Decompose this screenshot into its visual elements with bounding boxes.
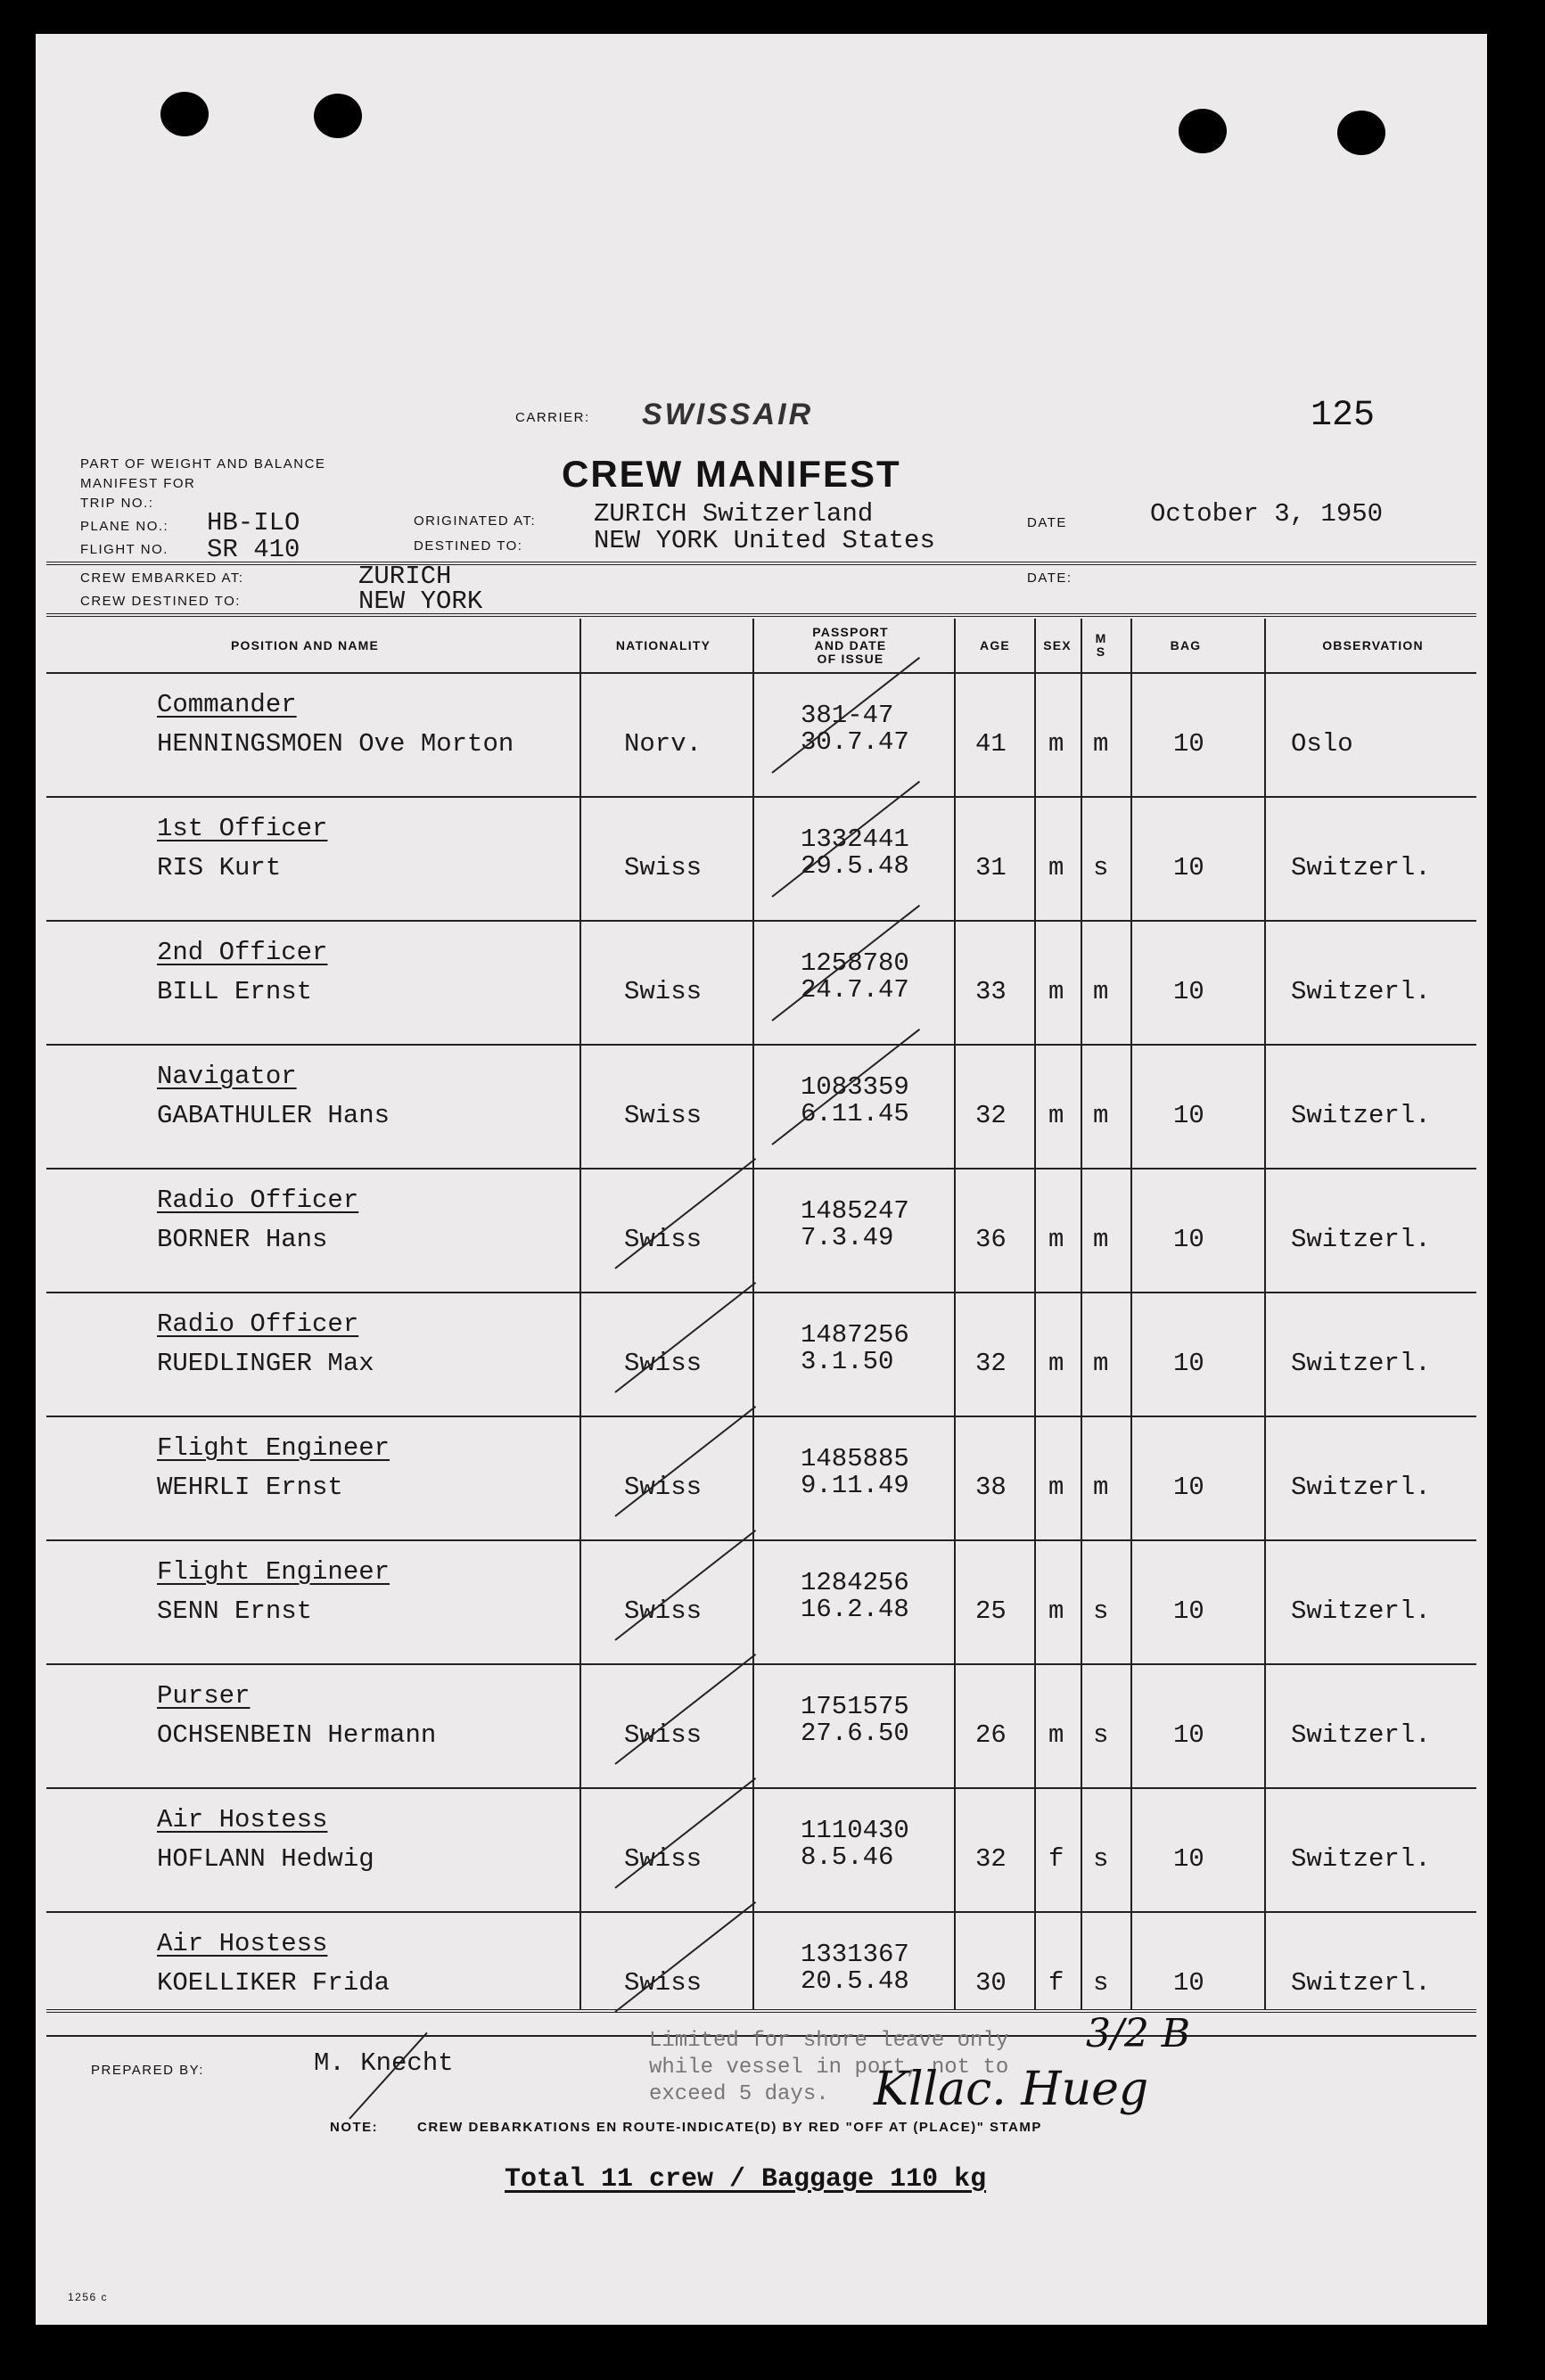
crew-bag: 10 [1173, 1596, 1204, 1626]
crew-passport-issue: 24.7.47 [801, 975, 909, 1005]
shore-leave-stamp-line3: exceed 5 days. [649, 2082, 829, 2106]
col-passport [754, 619, 947, 672]
crew-position: Flight Engineer [157, 1433, 390, 1463]
crew-age: 26 [975, 1720, 1007, 1750]
crew-age: 25 [975, 1596, 1007, 1626]
crew-name: RIS Kurt [157, 853, 282, 882]
crew-name: HOFLANN Hedwig [157, 1844, 374, 1874]
crew-position: Navigator [157, 1062, 297, 1091]
punch-hole-right-2 [1337, 111, 1385, 155]
table-row [36, 1913, 1487, 2037]
originated-label: ORIGINATED AT: [414, 513, 537, 529]
crew-destined-label: CREW DESTINED TO: [80, 594, 241, 609]
crew-sex: m [1048, 1473, 1064, 1502]
crew-age: 32 [975, 1349, 1007, 1378]
crew-observation: Switzerl. [1291, 977, 1431, 1006]
crew-observation: Switzerl. [1291, 1101, 1431, 1130]
crew-name: HENNINGSMOEN Ove Morton [157, 729, 514, 759]
col-age: AGE [980, 637, 1010, 652]
col-ms-line1: M [1095, 631, 1107, 645]
crew-passport-issue: 16.2.48 [801, 1595, 909, 1624]
crew-nationality: Swiss [624, 1225, 703, 1254]
crew-passport-issue: 29.5.48 [801, 851, 909, 881]
crew-position: Air Hostess [157, 1929, 328, 1958]
trip-no-label: TRIP NO.: [80, 496, 154, 511]
crew-passport: 1751575 [801, 1692, 909, 1721]
crew-nationality: Swiss [624, 977, 703, 1006]
crew-nationality: Norv. [624, 729, 703, 759]
crew-nationality: Swiss [624, 1101, 703, 1130]
col-ms [1081, 619, 1122, 672]
crew-observation: Switzerl. [1291, 1349, 1431, 1378]
crew-age: 31 [975, 853, 1007, 882]
crew-age: 33 [975, 977, 1007, 1006]
crew-sex: f [1048, 1968, 1064, 1998]
crew-bag: 10 [1173, 1968, 1204, 1998]
crew-age: 30 [975, 1968, 1007, 1998]
form-number: 1256 c [68, 2291, 109, 2303]
crew-sex: m [1048, 729, 1064, 759]
crew-bag: 10 [1173, 1473, 1204, 1502]
prepared-by-value: M. Knecht [314, 2048, 454, 2078]
crew-age: 36 [975, 1225, 1007, 1254]
date2-label: DATE: [1027, 570, 1072, 586]
crew-passport-issue: 7.3.49 [801, 1223, 894, 1252]
table-row [36, 1417, 1487, 1541]
header-rule [46, 562, 1476, 565]
crew-bag: 10 [1173, 1101, 1204, 1130]
crew-position: Radio Officer [157, 1186, 359, 1215]
originated-value: ZURICH Switzerland [594, 499, 874, 529]
crew-passport-issue: 9.11.49 [801, 1471, 909, 1500]
note-text: CREW DEBARKATIONS EN ROUTE-INDICATE(D) BY RED "OFF AT (PLACE)" STAMP [417, 2120, 1042, 2135]
crew-name: OCHSENBEIN Hermann [157, 1720, 437, 1750]
plane-no-label: PLANE NO.: [80, 519, 169, 534]
col-passport-line2: AND DATE [814, 637, 887, 652]
col-bag: BAG [1170, 637, 1202, 652]
crew-marital-status: s [1093, 1844, 1109, 1874]
crew-marital-status: m [1093, 1473, 1109, 1502]
flight-no: SR 410 [207, 535, 300, 564]
crew-marital-status: m [1093, 1349, 1109, 1378]
crew-observation: Oslo [1291, 729, 1353, 759]
crew-passport: 1331367 [801, 1940, 909, 1969]
crew-name: GABATHULER Hans [157, 1101, 390, 1130]
crew-age: 41 [975, 729, 1007, 759]
crew-embarked-label: CREW EMBARKED AT: [80, 570, 244, 586]
crew-observation: Switzerl. [1291, 1473, 1431, 1502]
crew-bag: 10 [1173, 853, 1204, 882]
punch-hole-left-1 [160, 92, 209, 136]
col-passport-line3: OF ISSUE [817, 651, 884, 666]
col-nationality: NATIONALITY [615, 637, 711, 652]
weight-balance-label: PART OF WEIGHT AND BALANCE [80, 456, 326, 472]
crew-passport-issue: 3.1.50 [801, 1347, 894, 1376]
crew-destined-value: NEW YORK [358, 587, 483, 616]
crew-age: 32 [975, 1101, 1007, 1130]
crew-nationality: Swiss [624, 1968, 703, 1998]
crew-sex: m [1048, 977, 1064, 1006]
crew-observation: Switzerl. [1291, 1225, 1431, 1254]
crew-nationality: Swiss [624, 1844, 703, 1874]
crew-sex: f [1048, 1844, 1064, 1874]
crew-age: 38 [975, 1473, 1007, 1502]
crew-nationality: Swiss [624, 1349, 703, 1378]
flight-no-label: FLIGHT NO. [80, 542, 168, 557]
crew-name: RUEDLINGER Max [157, 1349, 374, 1378]
table-top-rule [46, 613, 1476, 617]
punch-hole-right-1 [1179, 109, 1227, 153]
crew-marital-status: s [1093, 1968, 1109, 1998]
crew-name: WEHRLI Ernst [157, 1473, 343, 1502]
manifest-for-label: MANIFEST FOR [80, 476, 196, 491]
date-value: October 3, 1950 [1150, 499, 1384, 529]
crew-nationality: Swiss [624, 1473, 703, 1502]
crew-observation: Switzerl. [1291, 1968, 1431, 1998]
crew-marital-status: s [1093, 853, 1109, 882]
col-sex: SEX [1043, 637, 1072, 652]
crew-passport-issue: 27.6.50 [801, 1719, 909, 1748]
shore-leave-stamp-line2: while vessel in port, not to [649, 2056, 1009, 2080]
table-row [36, 798, 1487, 922]
crew-position: 2nd Officer [157, 938, 328, 967]
crew-passport: 1110430 [801, 1816, 909, 1845]
date-label: DATE [1027, 515, 1067, 530]
crew-bag: 10 [1173, 729, 1204, 759]
crew-sex: m [1048, 1596, 1064, 1626]
table-row [36, 1665, 1487, 1789]
destined-value: NEW YORK United States [594, 526, 935, 555]
crew-marital-status: m [1093, 1101, 1109, 1130]
crew-marital-status: m [1093, 729, 1109, 759]
col-position: POSITION AND NAME [230, 637, 380, 652]
total-summary: Total 11 crew / Baggage 110 kg [505, 2164, 987, 2195]
crew-observation: Switzerl. [1291, 1844, 1431, 1874]
col-passport-line1: PASSPORT [812, 624, 889, 639]
crew-sex: m [1048, 1225, 1064, 1254]
crew-passport: 1332441 [801, 825, 909, 854]
table-row [36, 1541, 1487, 1665]
crew-bag: 10 [1173, 1225, 1204, 1254]
crew-marital-status: m [1093, 1225, 1109, 1254]
note-label: NOTE: [330, 2120, 379, 2135]
crew-position: Air Hostess [157, 1805, 328, 1834]
handwritten-initials: 3/2 B [1086, 2011, 1191, 2056]
table-bottom-rule [46, 2009, 1476, 2013]
manifest-sheet [36, 34, 1487, 2325]
crew-position: Flight Engineer [157, 1557, 390, 1587]
crew-sex: m [1048, 1349, 1064, 1378]
crew-observation: Switzerl. [1291, 1720, 1431, 1750]
crew-passport: 1284256 [801, 1568, 909, 1597]
carrier-logo: SWISSAIR [642, 398, 814, 431]
punch-hole-left-2 [314, 94, 362, 138]
crew-position: Purser [157, 1681, 251, 1711]
crew-bag: 10 [1173, 1349, 1204, 1378]
col-ms-line2: S [1096, 644, 1106, 659]
crew-sex: m [1048, 1720, 1064, 1750]
crew-name: SENN Ernst [157, 1596, 313, 1626]
carrier-label: CARRIER: [515, 410, 590, 425]
crew-bag: 10 [1173, 977, 1204, 1006]
crew-passport: 1485885 [801, 1444, 909, 1473]
col-observation: OBSERVATION [1322, 637, 1424, 652]
crew-passport-issue: 8.5.46 [801, 1842, 894, 1872]
crew-position: Commander [157, 690, 297, 719]
table-row [36, 674, 1487, 798]
crew-nationality: Swiss [624, 1720, 703, 1750]
crew-marital-status: s [1093, 1596, 1109, 1626]
prepared-by-label: PREPARED BY: [91, 2063, 204, 2078]
crew-passport: 1083359 [801, 1072, 909, 1102]
table-header [36, 619, 1487, 672]
page-title: CREW MANIFEST [562, 453, 901, 495]
crew-bag: 10 [1173, 1844, 1204, 1874]
crew-table [36, 619, 1487, 2009]
table-row [36, 1789, 1487, 1913]
table-row [36, 1046, 1487, 1169]
crew-passport: 1485247 [801, 1196, 909, 1226]
plane-no: HB-ILO [207, 508, 300, 538]
crew-passport-issue: 20.5.48 [801, 1966, 909, 1996]
shore-leave-stamp-line1: Limited for shore leave only [649, 2029, 1009, 2053]
table-row [36, 1293, 1487, 1417]
crew-marital-status: m [1093, 977, 1109, 1006]
crew-nationality: Swiss [624, 1596, 703, 1626]
crew-passport: 381-47 [801, 701, 894, 730]
crew-passport-issue: 30.7.47 [801, 727, 909, 757]
crew-age: 32 [975, 1844, 1007, 1874]
crew-nationality: Swiss [624, 853, 703, 882]
crew-observation: Switzerl. [1291, 1596, 1431, 1626]
page-number: 125 [1311, 396, 1376, 436]
crew-sex: m [1048, 853, 1064, 882]
crew-passport-issue: 6.11.45 [801, 1099, 909, 1128]
table-row [36, 1169, 1487, 1293]
crew-name: BORNER Hans [157, 1225, 328, 1254]
table-row [36, 922, 1487, 1046]
crew-embarked-value: ZURICH [358, 562, 452, 591]
destined-label: DESTINED TO: [414, 538, 523, 554]
crew-passport: 1487256 [801, 1320, 909, 1350]
officer-signature: Kllac. Hueg [874, 2063, 1149, 2116]
crew-passport: 1258780 [801, 948, 909, 978]
crew-name: KOELLIKER Frida [157, 1968, 390, 1998]
crew-name: BILL Ernst [157, 977, 313, 1006]
crew-sex: m [1048, 1101, 1064, 1130]
crew-observation: Switzerl. [1291, 853, 1431, 882]
crew-bag: 10 [1173, 1720, 1204, 1750]
crew-position: Radio Officer [157, 1309, 359, 1339]
crew-marital-status: s [1093, 1720, 1109, 1750]
crew-position: 1st Officer [157, 814, 328, 843]
